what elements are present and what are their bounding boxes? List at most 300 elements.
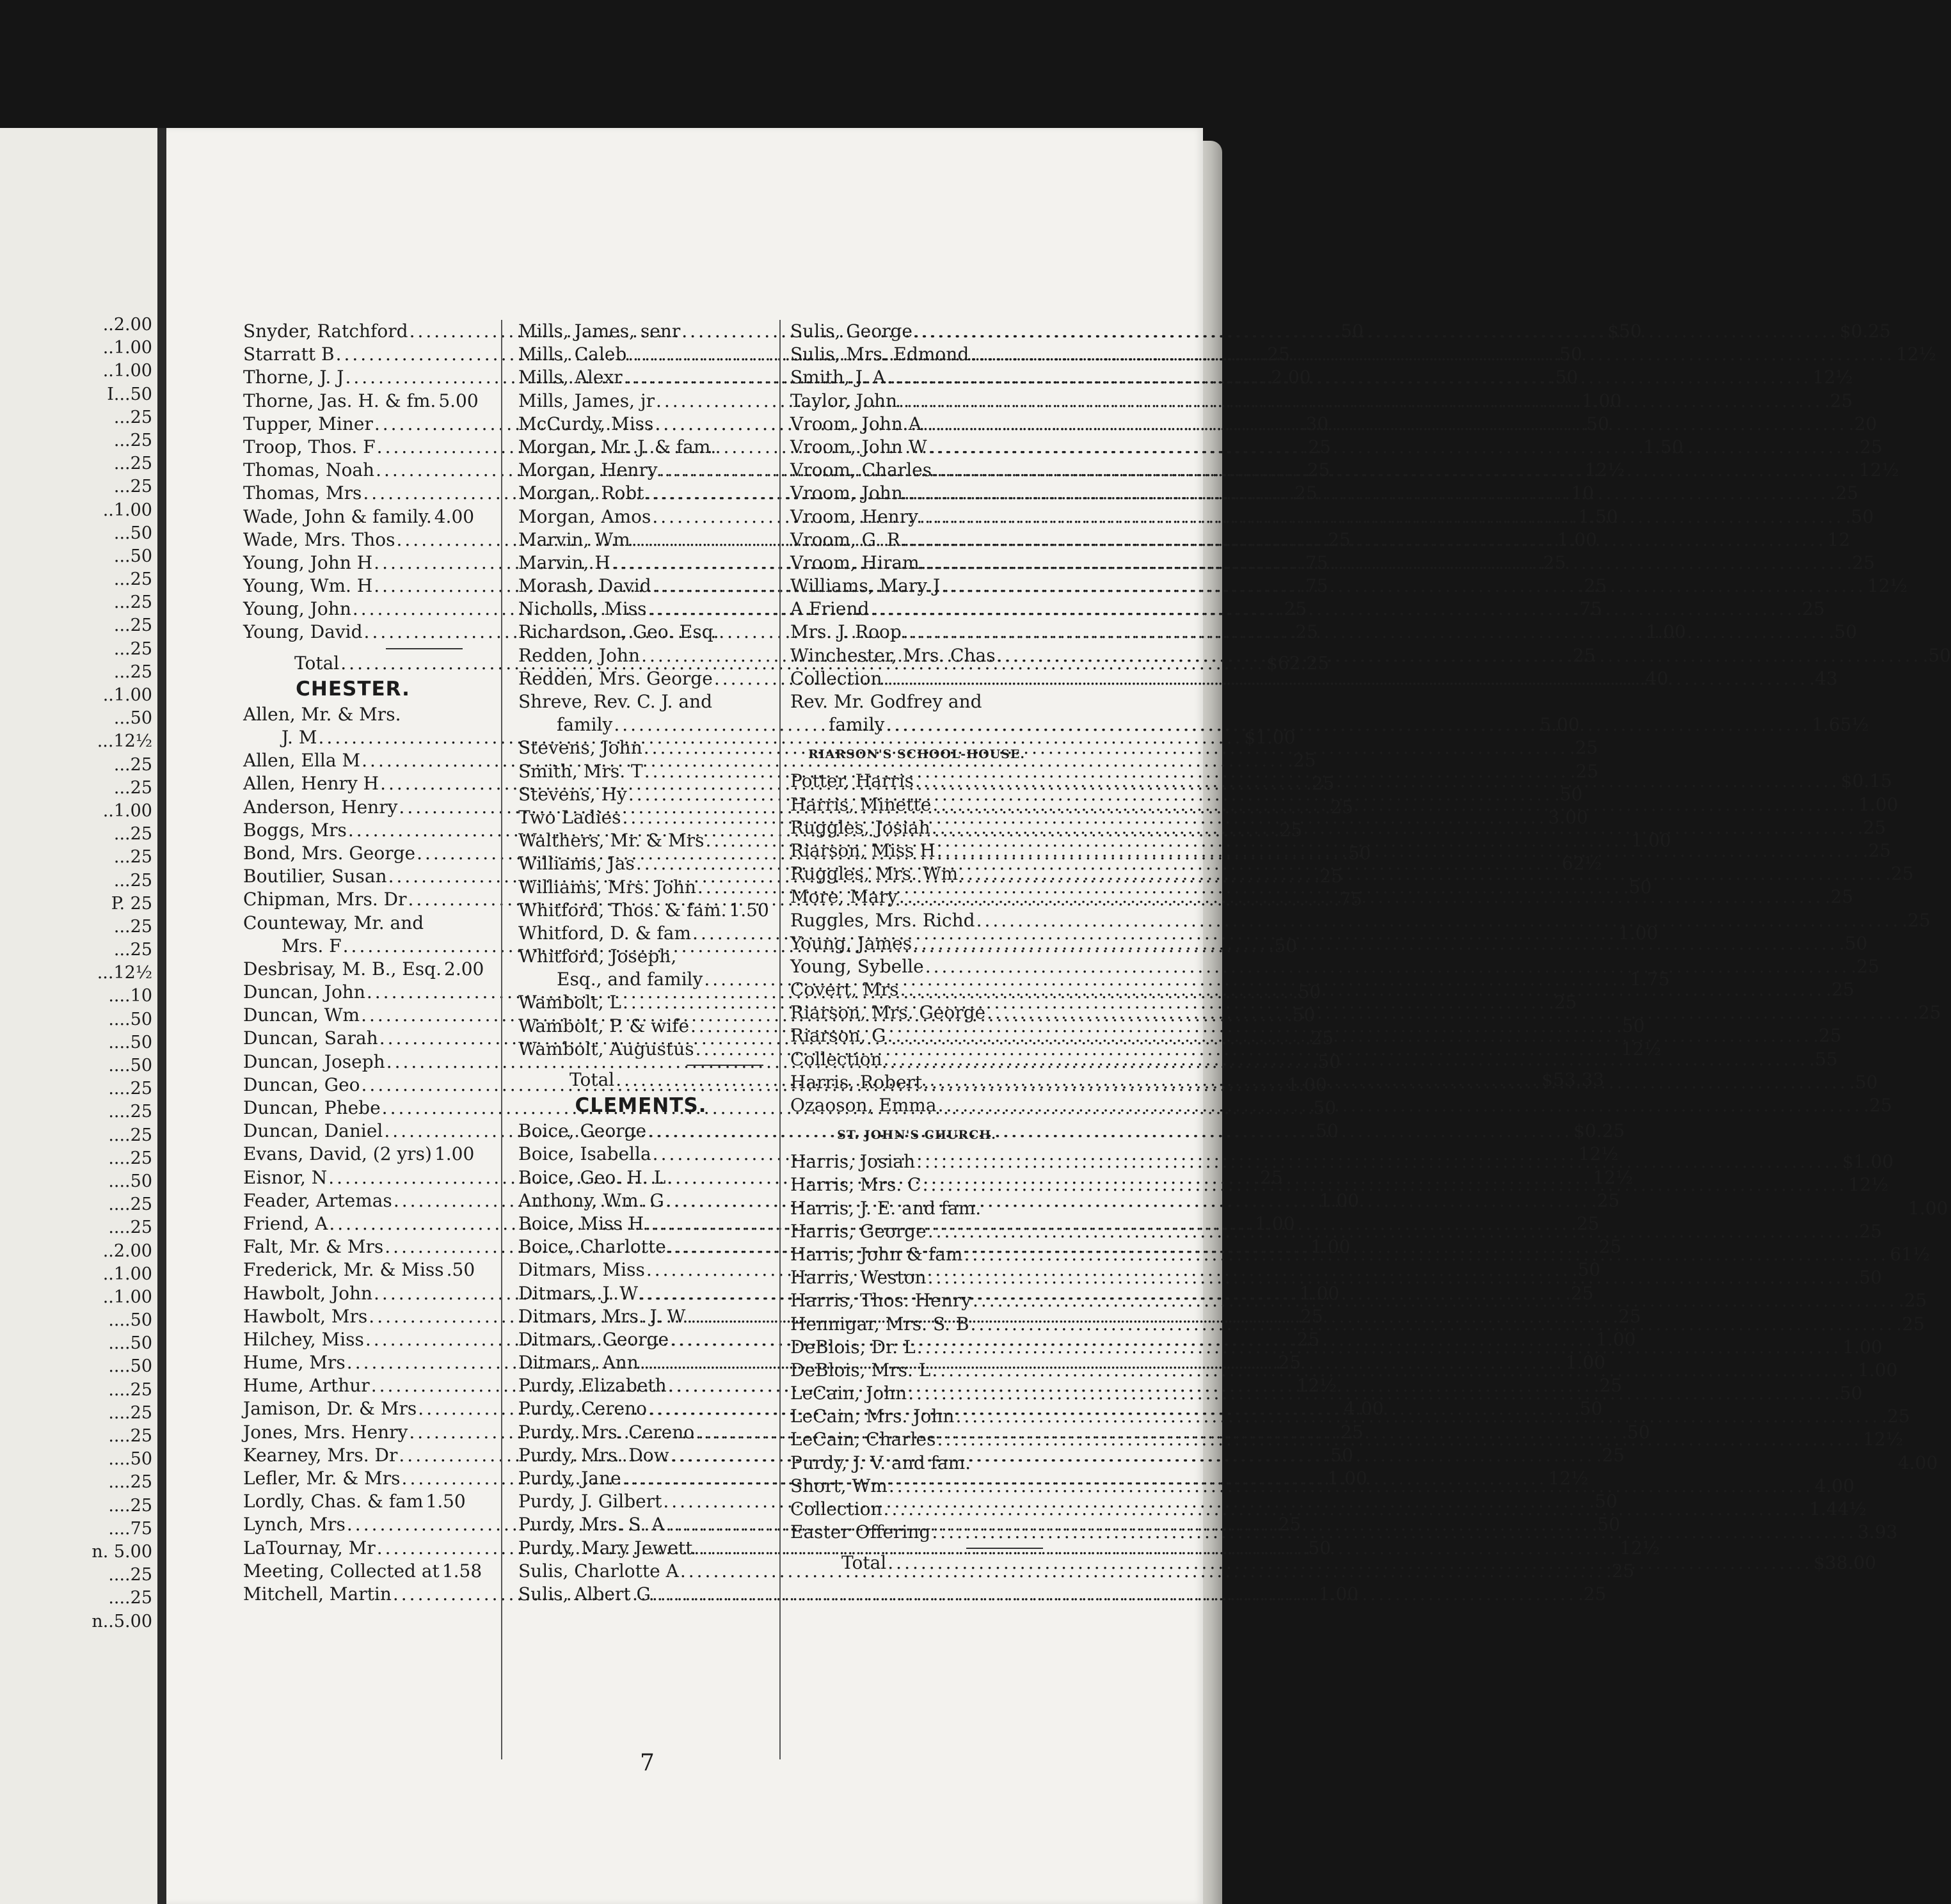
donor-name: Redden, Mrs. George: [518, 667, 713, 689]
donation-amount: .25: [1613, 1305, 1641, 1327]
left-page-amount: ...25: [113, 477, 152, 497]
donation-amount: 1.00: [1310, 1236, 1351, 1258]
donation-amount: .55: [1809, 1048, 1838, 1070]
left-page-amount: ....50: [108, 1333, 152, 1354]
donor-name: Eisnor, N: [243, 1166, 328, 1188]
donor-name: DeBlois, Mrs. L: [790, 1359, 931, 1381]
donor-name: Ruggles, Mrs. Wm: [790, 863, 959, 885]
donation-amount: $1.00: [1244, 727, 1296, 748]
donor-name: Covert, Mrs: [790, 979, 899, 1001]
donation-amount: .25: [1566, 644, 1596, 666]
donor-name: Young, Wm. H: [243, 575, 373, 597]
donation-amount: 12½: [1621, 1038, 1662, 1059]
donation-amount: .25: [1591, 1189, 1620, 1211]
list-item: [518, 713, 1580, 736]
donor-name: Sulis, Charlotte A: [518, 1560, 679, 1582]
list-item: [518, 945, 763, 968]
left-page-amount: ...12½: [97, 963, 152, 983]
donor-name: Morgan, Robt: [518, 482, 644, 504]
donor-name: Vroom, Charles: [790, 459, 932, 481]
donor-name: Morash, David: [518, 575, 651, 597]
donation-amount: 1.00: [1631, 830, 1671, 852]
list-item: [243, 958, 484, 981]
donor-name: family: [557, 714, 613, 736]
donor-name: Harris, John & fam: [790, 1243, 963, 1265]
donor-name: Hilchey, Miss: [243, 1328, 364, 1350]
book-gutter: [157, 128, 166, 1904]
donor-name: Riarson, G: [790, 1025, 886, 1047]
donor-name: Taylor, John: [790, 390, 898, 411]
donation-amount: .50: [446, 1259, 475, 1281]
donation-amount: 4.00: [434, 505, 475, 527]
left-page-amount: ..1.00: [102, 338, 152, 358]
left-page-amount: ..1.00: [102, 800, 152, 821]
donor-name: Lefler, Mr. & Mrs: [243, 1468, 401, 1489]
donation-amount: 1.00: [1287, 1074, 1327, 1095]
donor-name: Ruggles, Mrs. Richd: [790, 909, 975, 931]
donor-name: Mitchell, Martin: [243, 1583, 392, 1605]
donor-name: Boutilier, Susan: [243, 866, 387, 887]
donor-name: LeCain, John: [790, 1383, 907, 1404]
donation-amount: 12½: [1584, 459, 1625, 481]
donor-name: Rev. Mr. Godfrey and: [790, 691, 982, 712]
donor-name: Harris, George: [790, 1220, 927, 1242]
left-page-amount: ...25: [113, 430, 152, 450]
donation-amount: .50: [1335, 321, 1364, 342]
donation-amount: .25: [1853, 1220, 1883, 1242]
donation-amount: 1.50: [729, 899, 769, 921]
donor-name: Young, David: [243, 621, 363, 643]
donation-amount: .25: [1829, 482, 1859, 504]
donation-amount: .25: [1896, 1313, 1925, 1335]
left-page-amount: ....50: [108, 1449, 152, 1470]
donor-name: Boggs, Mrs: [243, 819, 347, 841]
left-page-amount: ....10: [108, 986, 152, 1006]
left-page-amount: ...25: [113, 407, 152, 427]
donor-name: Mrs. J. Roop: [790, 621, 902, 643]
donation-amount: .25: [1302, 436, 1332, 457]
donor-name: LeCain, Charles: [790, 1429, 936, 1450]
section-heading-chester: CHESTER.: [296, 677, 410, 701]
left-page-amount: ...25: [113, 870, 152, 891]
donation-amount: .50: [1342, 842, 1371, 864]
donation-amount: .50: [1572, 1259, 1601, 1281]
donor-name: Purdy, Elizabeth: [518, 1375, 667, 1397]
donation-amount: .50: [1310, 1120, 1339, 1142]
left-page-amount: ..1.00: [102, 500, 152, 520]
donor-name: Hennigar, Mrs. S. B: [790, 1313, 969, 1335]
donation-amount: 1.00: [1646, 621, 1686, 643]
donation-amount: 2.00: [444, 958, 484, 980]
donation-amount: .25: [1826, 979, 1854, 1001]
donation-amount: 1.00: [1908, 1197, 1948, 1219]
list-item: [243, 1560, 482, 1583]
donor-name: DeBlois, Dr. L: [790, 1336, 916, 1358]
donation-amount: .25: [1287, 750, 1316, 772]
left-page-amount: ...25: [113, 940, 152, 960]
section-heading-st-johns-church: ST. JOHN'S CHURCH.: [837, 1128, 996, 1143]
donation-amount: 1.44½: [1809, 1498, 1867, 1519]
donor-name: Redden, John: [518, 644, 641, 666]
donor-name: Wambolt, P. & wife: [518, 1015, 690, 1036]
donor-name: Thorne, J. J: [243, 367, 344, 388]
donation-amount: 4.00: [1897, 1452, 1938, 1473]
donation-amount: .50: [1621, 1421, 1650, 1443]
donation-amount: 12½: [1812, 367, 1853, 388]
donor-name: Young, Sybelle: [790, 955, 924, 977]
left-page-amount: ....25: [108, 1379, 152, 1400]
donor-name: Ruggles, Josiah: [790, 816, 930, 838]
donor-name: Nicholls, Miss: [518, 598, 647, 620]
donation-amount: .25: [1846, 551, 1875, 573]
donor-name: Vroom, John W: [790, 436, 927, 457]
donation-amount: 1.50: [1643, 436, 1684, 457]
list-item: [518, 899, 769, 922]
donation-amount: .25: [1570, 760, 1599, 782]
donation-amount: .40: [1639, 667, 1669, 689]
donor-name: Marvin, H: [518, 551, 610, 573]
left-page-amount: ...50: [113, 708, 152, 729]
donation-amount: .25: [1291, 1328, 1320, 1350]
donor-name: Starratt B: [243, 344, 335, 365]
donation-amount: .25: [1335, 1421, 1364, 1443]
donation-amount: .25: [1862, 839, 1891, 861]
donor-name: Mrs. F: [282, 935, 342, 956]
donor-name: Thomas, Noah: [243, 459, 375, 481]
total-label: Total: [569, 1069, 615, 1090]
donor-name: Collection: [790, 1048, 882, 1070]
donation-amount: .50: [1853, 1267, 1882, 1289]
donor-name: Smith, J. A: [790, 367, 886, 388]
donor-name: Purdy, Mrs. Dow: [518, 1444, 669, 1466]
donor-name: Morgan, Amos: [518, 505, 651, 527]
donation-amount: .50: [1268, 935, 1298, 956]
sum-rule: [687, 1065, 763, 1066]
donation-amount: .25: [1273, 819, 1303, 841]
donor-name: Duncan, Daniel: [243, 1120, 383, 1142]
donor-name: Friend, A: [243, 1212, 328, 1234]
donor-name: Marvin, Wm: [518, 528, 630, 550]
book-page: [166, 128, 1951, 1904]
donor-name: Harris, Robert: [790, 1071, 923, 1093]
left-page-fragment: [0, 128, 157, 1904]
left-page-amount: ....75: [108, 1518, 152, 1539]
donation-amount: .50: [1591, 1514, 1620, 1535]
donor-name: Purdy, Mary Jewett: [518, 1537, 693, 1559]
left-page-amount: ....50: [108, 1056, 152, 1075]
left-page-amount: ....50: [108, 1032, 152, 1052]
list-item: [243, 1490, 466, 1513]
donor-name: Troop, Thos. F: [243, 436, 376, 457]
donation-amount: 12: [1827, 528, 1851, 550]
donation-amount: 1.00: [1318, 1583, 1359, 1605]
donor-name: Duncan, John: [243, 981, 365, 1003]
donation-amount: 1.00: [1842, 1336, 1883, 1358]
donation-amount: 1.00: [1319, 1189, 1359, 1211]
sum-rule: [386, 648, 463, 649]
section-heading-clements: CLEMENTS.: [575, 1094, 707, 1118]
left-page-amount: n. 5.00: [92, 1541, 152, 1562]
left-page-amount: ...50: [113, 546, 152, 566]
total-label: Total: [841, 1552, 887, 1574]
donation-amount: 1.50: [426, 1491, 466, 1512]
donor-name: Vroom, G. R: [790, 528, 900, 550]
donor-name: Young, John H: [243, 551, 373, 573]
donation-amount: 12½: [1863, 1429, 1904, 1450]
donor-name: Stevens, Hy: [518, 783, 627, 805]
st-johns-entries: [790, 1150, 1948, 1544]
donor-name: Esq., and family: [557, 969, 703, 990]
left-page-amount: ....25: [108, 1125, 152, 1145]
left-page-amount: ..2.00: [102, 1241, 152, 1261]
donor-name: Morgan, Mr. J. & fam.: [518, 436, 717, 457]
left-page-amount: ....50: [108, 1356, 152, 1377]
donation-amount: 1.00: [1581, 390, 1622, 411]
donor-name: Whitford, Thos. & fam.: [518, 899, 727, 921]
donor-name: Vroom, Hiram: [790, 551, 920, 573]
donation-amount: 3.00: [1548, 806, 1588, 828]
list-item: [518, 690, 763, 713]
donation-amount: .25: [1254, 1166, 1283, 1188]
donation-amount: 2.00: [1271, 367, 1311, 388]
donation-amount: .25: [1272, 1514, 1302, 1535]
donor-name: Sulis, Albert G: [518, 1583, 651, 1605]
donor-name: Vroom, Henry: [790, 505, 918, 527]
left-page-amount: ....25: [108, 1565, 152, 1585]
donation-amount: .50: [1549, 367, 1579, 388]
donor-name: Chipman, Mrs. Dr: [243, 889, 407, 910]
donation-amount: .25: [1294, 1305, 1323, 1327]
donor-name: Anthony, Wm. G: [518, 1189, 664, 1211]
donation-amount: $50: [1607, 321, 1642, 342]
donation-amount: .25: [1578, 575, 1607, 597]
donor-name: Desbrisay, M. B., Esq.: [243, 958, 442, 980]
donor-name: Harris, Mrs. C: [790, 1174, 921, 1196]
donation-amount: .25: [1912, 1002, 1941, 1024]
donation-amount: .50: [1623, 876, 1652, 898]
left-page-amount: ....25: [108, 1194, 152, 1215]
donation-amount: 12½: [1848, 1174, 1889, 1196]
donor-name: Mills, James, senr: [518, 321, 681, 342]
left-page-amount: ...25: [113, 777, 152, 798]
donation-amount: 5.00: [438, 390, 479, 411]
donation-amount: .43: [1809, 667, 1838, 689]
donor-name: Richardson, Geo. Esq.: [518, 621, 719, 643]
donation-amount: .25: [1325, 796, 1353, 818]
donation-amount: 1.00: [1255, 1212, 1295, 1234]
donor-name: Collection: [790, 1498, 882, 1519]
left-page-amount: ....25: [108, 1495, 152, 1516]
donation-amount: .50: [1312, 1051, 1341, 1072]
donation-amount: 4.00: [1344, 1398, 1384, 1420]
donation-amount: .25: [1813, 1025, 1842, 1047]
left-page-amount: ..2.00: [102, 315, 152, 335]
donation-amount: .50: [1616, 1015, 1645, 1036]
donation-amount: .25: [1305, 773, 1335, 795]
total-amount: $62.25: [1266, 652, 1330, 674]
donation-amount: 1.00: [1565, 1352, 1605, 1374]
donor-name: Mills, Alexr: [518, 367, 623, 388]
donor-name: Ozaoson, Emma: [790, 1095, 937, 1116]
donation-amount: 62½: [1561, 853, 1602, 875]
donor-name: Duncan, Joseph: [243, 1051, 385, 1072]
donation-amount: .25: [1898, 1290, 1927, 1312]
donation-amount: .25: [1548, 992, 1577, 1013]
donor-name: Young, John: [243, 598, 351, 620]
list-item: [243, 1143, 475, 1166]
donation-amount: .50: [1838, 932, 1868, 954]
donor-name: Purdy, J. V. and fam.: [790, 1452, 971, 1473]
donation-amount: .25: [1881, 1406, 1910, 1427]
donor-name: Whitford, D. & fam: [518, 922, 692, 944]
donation-amount: .25: [1851, 955, 1880, 977]
donation-amount: 1.00: [1299, 1282, 1340, 1304]
donor-name: family: [829, 714, 885, 736]
donation-amount: .75: [1334, 889, 1362, 910]
donor-name: Allen, Ella M: [243, 750, 361, 772]
donation-amount: .25: [1278, 598, 1307, 620]
donor-name: Two Ladies: [518, 806, 621, 828]
left-page-amount: ....25: [108, 1079, 152, 1099]
list-item: [790, 1266, 1882, 1289]
left-page-amount: ...12½: [97, 731, 152, 752]
donation-amount: 12½: [1593, 1166, 1633, 1188]
left-page-amount: ....25: [108, 1218, 152, 1238]
donor-name: Kearney, Mrs. Dr: [243, 1444, 398, 1466]
donor-name: Falt, Mr. & Mrs: [243, 1236, 384, 1258]
donor-name: Boice, Miss H: [518, 1212, 644, 1234]
donation-amount: .25: [1537, 551, 1566, 573]
list-item: [790, 909, 1931, 932]
donation-amount: .25: [1824, 886, 1854, 908]
donor-name: Boice, Charlotte: [518, 1236, 666, 1258]
donor-name: Mills, Caleb: [518, 344, 627, 365]
donation-amount: $1.00: [1842, 1151, 1894, 1173]
donor-name: Whitford, Joseph,: [518, 946, 677, 967]
donation-amount: .50: [1554, 344, 1582, 365]
donation-amount: .75: [1300, 575, 1328, 597]
donor-name: Purdy, J. Gilbert: [518, 1491, 662, 1512]
donor-name: A Friend: [790, 598, 870, 620]
donor-name: Hume, Arthur: [243, 1375, 370, 1397]
donation-amount: .50: [1286, 1004, 1316, 1026]
donation-amount: 5.00: [1540, 714, 1580, 736]
donation-amount: .25: [1863, 1095, 1892, 1116]
donation-amount: .50: [1828, 621, 1858, 643]
list-item: [243, 390, 479, 413]
donor-name: Williams, Mary J: [790, 575, 941, 597]
donation-amount: .50: [1573, 1398, 1603, 1420]
left-page-amounts: [56, 313, 152, 1633]
donor-name: LaTournay, Mr: [243, 1537, 376, 1559]
donation-amount: .50: [1834, 1383, 1863, 1404]
donation-amount: .25: [1796, 598, 1825, 620]
donation-amount: .25: [1605, 1560, 1635, 1582]
donation-amount: .25: [1305, 1027, 1334, 1049]
donation-amount: 12½: [1548, 1468, 1589, 1489]
donor-name: Ditmars, George: [518, 1328, 669, 1350]
left-page-amount: ...25: [113, 916, 152, 937]
left-page-amount: ...50: [113, 523, 152, 543]
donor-name: Harris, Weston: [790, 1267, 927, 1289]
donor-name: Harris, Josiah: [790, 1151, 916, 1173]
left-page-amount: ...25: [113, 639, 152, 659]
donor-name: Tupper, Miner: [243, 413, 373, 434]
donor-name: Hawbolt, Mrs: [243, 1305, 368, 1327]
donation-amount: 12½: [1867, 575, 1907, 597]
donor-name: Allen, Mr. & Mrs.: [243, 703, 401, 725]
list-item: [790, 1313, 1925, 1336]
donor-name: Allen, Henry H: [243, 773, 379, 795]
donor-name: Wambolt, Augustus: [518, 1038, 694, 1059]
donation-amount: .25: [1289, 621, 1318, 643]
donation-amount: 1.50: [1578, 505, 1618, 527]
donation-amount: 10: [1571, 482, 1594, 504]
donation-amount: .25: [1854, 436, 1883, 457]
donation-amount: .75: [1573, 598, 1602, 620]
donor-name: J. M: [282, 727, 317, 748]
sum-rule: [966, 1548, 1043, 1549]
list-item: [243, 505, 475, 528]
donor-name: Purdy, Jane: [518, 1468, 621, 1489]
donor-name: Hume, Mrs: [243, 1352, 346, 1374]
donation-amount: 1.00: [1618, 922, 1659, 944]
donation-amount: $0.15: [1840, 770, 1892, 792]
list-item: [790, 955, 1880, 978]
total-label: Total: [294, 652, 340, 674]
donor-name: Harris, Minette: [790, 793, 932, 815]
donor-name: Walthers, Mr. & Mrs: [518, 830, 705, 852]
donor-name: More, Mary: [790, 886, 898, 908]
donation-amount: 1.00: [1327, 1468, 1367, 1489]
donation-amount: 12½: [1296, 1375, 1337, 1397]
donor-name: Jamison, Dr. & Mrs: [243, 1398, 417, 1420]
donor-name: Williams, Mrs. John: [518, 876, 696, 898]
donor-name: Feader, Artemas: [243, 1189, 392, 1211]
donor-name: Collection: [790, 667, 882, 689]
donor-name: Ditmars, Mrs. J. W: [518, 1305, 686, 1327]
donor-name: Lordly, Chas. & fam: [243, 1491, 424, 1512]
donation-amount: .50: [1589, 1491, 1618, 1512]
donation-amount: 12½: [1578, 1143, 1619, 1165]
donor-name: Wambolt, L: [518, 992, 621, 1013]
donation-amount: .25: [1902, 909, 1931, 931]
donor-name: Snyder, Ratchford: [243, 321, 408, 342]
left-page-amount: ....25: [108, 1588, 152, 1608]
donation-amount: .50: [1554, 783, 1583, 805]
donation-amount: $0.25: [1839, 321, 1891, 342]
donation-amount: .50: [1845, 505, 1874, 527]
donor-name: Jones, Mrs. Henry: [243, 1421, 408, 1443]
donor-name: Hawbolt, John: [243, 1282, 373, 1304]
section-heading-riarsons-school-house: RIARSON'S SCHOOL-HOUSE.: [808, 747, 1026, 762]
left-page-amount: ....25: [108, 1148, 152, 1168]
donor-name: Young, James: [790, 932, 912, 954]
donation-amount: .50: [1922, 644, 1951, 666]
donation-amount: 1.00: [1858, 793, 1899, 815]
list-item: [243, 1258, 475, 1281]
donation-amount: .25: [1593, 1375, 1623, 1397]
donation-amount: 61½: [1890, 1243, 1931, 1265]
donation-amount: 4.00: [1814, 1475, 1855, 1496]
left-page-amount: ...25: [113, 847, 152, 868]
donor-name: Duncan, Sarah: [243, 1027, 378, 1049]
donor-name: Thomas, Mrs: [243, 482, 362, 504]
donation-amount: 12½: [1858, 459, 1899, 481]
donor-name: Boice, Isabella: [518, 1143, 651, 1165]
donation-amount: 12½: [1620, 1537, 1660, 1559]
donation-amount: .50: [1292, 981, 1321, 1003]
